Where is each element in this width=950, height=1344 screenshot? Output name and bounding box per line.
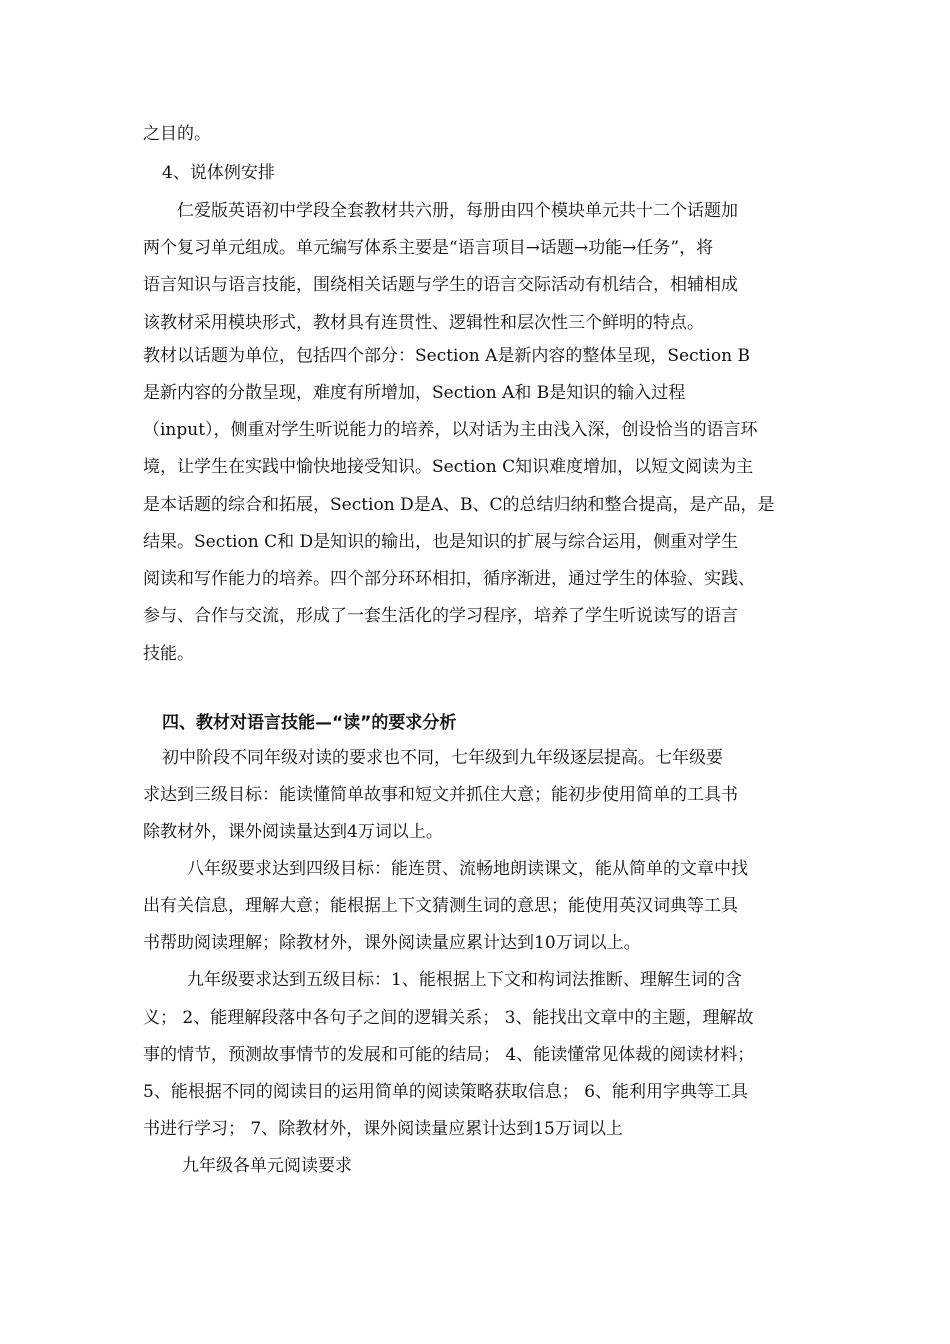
text-line: 境，让学生在实践中愉快地接受知识。Section C知识难度增加，以短文阅读为主 — [143, 457, 754, 477]
text-line: 两个复习单元组成。单元编写体系主要是“语言项目→话题→功能→任务”，将 — [143, 238, 714, 258]
text-line: 八年级要求达到四级目标：能连贯、流畅地朗读课文，能从简单的文章中找 — [187, 859, 748, 879]
text-line: 技能。 — [143, 644, 194, 664]
text-line: 事的情节，预测故事情节的发展和可能的结局； 4、能读懂常见体裁的阅读材料； — [143, 1045, 755, 1065]
text-line: 九年级要求达到五级目标：1、能根据上下文和构词法推断、理解生词的含 — [187, 970, 742, 990]
section-heading: 四、教材对语言技能—“读”的要求分析 — [162, 713, 457, 733]
text-line: 义； 2、能理解段落中各句子之间的逻辑关系； 3、能找出文章中的主题，理解故 — [143, 1008, 754, 1028]
text-line: 书进行学习； 7、除教材外，课外阅读量应累计达到15万词以上 — [143, 1119, 623, 1139]
text-line: 教材以话题为单位，包括四个部分：Section A是新内容的整体呈现，Section B — [143, 346, 750, 366]
text-line: （input），侧重对学生听说能力的培养，以对话为主由浅入深，创设恰当的语言环 — [143, 420, 758, 440]
text-line: 之目的。 — [143, 124, 211, 144]
text-line: 结果。Section C和 D是知识的输出，也是知识的扩展与综合运用，侧重对学生 — [143, 532, 739, 552]
text-line: 语言知识与语言技能，围绕相关话题与学生的语言交际活动有机结合，相辅相成 — [143, 275, 738, 295]
text-line: 仁爱版英语初中学段全套教材共六册，每册由四个模块单元共十二个话题加 — [177, 201, 738, 221]
text-line: 出有关信息，理解大意；能根据上下文猜测生词的意思；能使用英汉词典等工具 — [143, 896, 738, 916]
text-line: 书帮助阅读理解；除教材外，课外阅读量应累计达到10万词以上。 — [143, 933, 641, 953]
text-line: 5、能根据不同的阅读目的运用简单的阅读策略获取信息； 6、能利用字典等工具 — [143, 1082, 749, 1102]
text-line: 初中阶段不同年级对读的要求也不同，七年级到九年级逐层提高。七年级要 — [162, 748, 723, 768]
text-line: 参与、合作与交流，形成了一套生活化的学习程序，培养了学生听说读写的语言 — [143, 606, 738, 626]
text-line: 是新内容的分散呈现，难度有所增加，Section A和 B是知识的输入过程 — [143, 383, 686, 403]
text-line: 是本话题的综合和拓展，Section D是A、B、C的总结归纳和整合提高，是产品，是 — [143, 495, 775, 515]
subsection-heading: 4、说体例安排 — [162, 163, 275, 183]
text-line: 求达到三级目标：能读懂简单故事和短文并抓住大意；能初步使用简单的工具书 — [143, 785, 738, 805]
text-line: 阅读和写作能力的培养。四个部分环环相扣，循序渐进，通过学生的体验、实践、 — [143, 569, 755, 589]
text-line: 除教材外，课外阅读量达到4万词以上。 — [143, 822, 443, 842]
text-line: 该教材采用模块形式，教材具有连贯性、逻辑性和层次性三个鲜明的特点。 — [143, 313, 704, 333]
text-line: 九年级各单元阅读要求 — [182, 1156, 352, 1176]
